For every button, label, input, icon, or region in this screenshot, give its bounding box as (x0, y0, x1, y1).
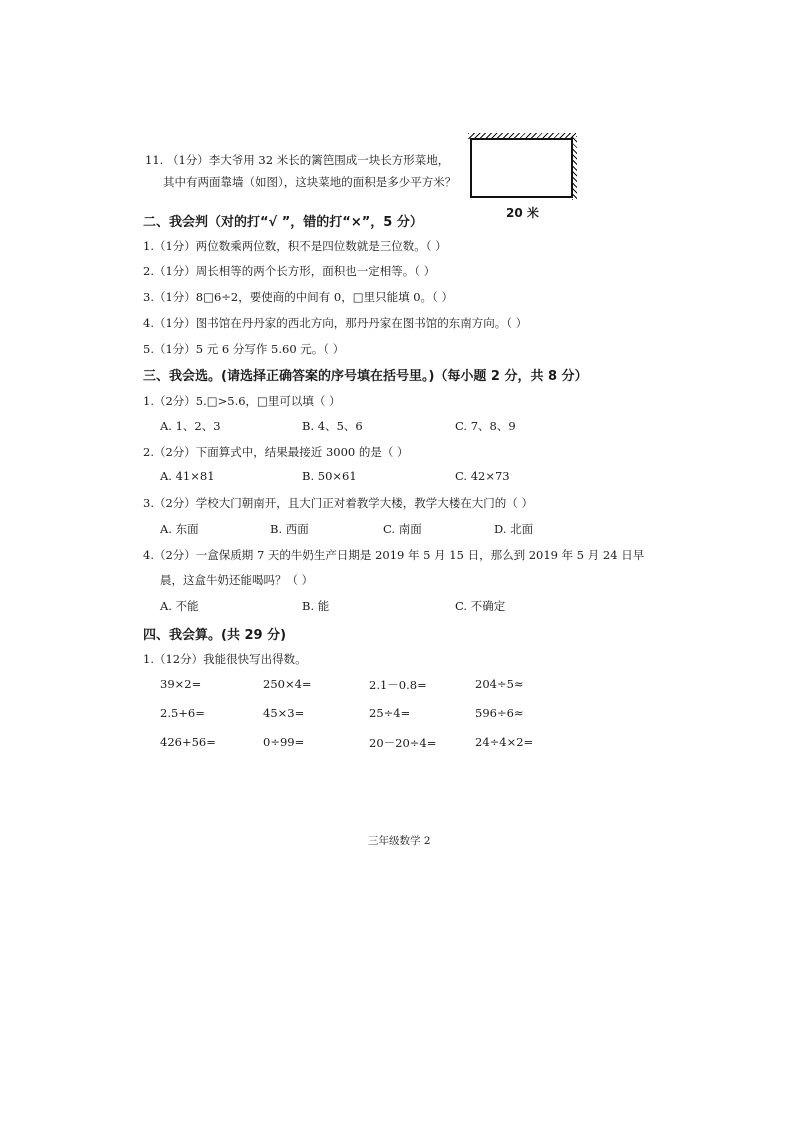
calc-r3-c2: 0÷99= (263, 735, 305, 749)
section3-q2-stem: 2.（2分）下面算式中，结果最接近 3000 的是（ ） (143, 445, 409, 459)
calc-r2-c1: 2.5+6= (160, 706, 205, 720)
section3-q1-option-a: A. 1、2、3 (160, 419, 221, 433)
section3-q2-option-a: A. 41×81 (160, 469, 215, 483)
calc-r2-c4: 596÷6≈ (475, 706, 524, 720)
calc-r1-c4: 204÷5≈ (475, 677, 524, 691)
calc-r1-c1: 39×2= (160, 677, 202, 691)
calc-r1-c3: 2.1－0.8= (369, 678, 427, 692)
section2-item-4: 4.（1分）图书馆在丹丹家的西北方向，那丹丹家在图书馆的东南方向。（ ） (143, 316, 528, 330)
calc-r3-c4: 24÷4×2= (475, 735, 534, 749)
section2-item-3: 3.（1分）8□6÷2，要使商的中间有 0，□里只能填 0。（ ） (143, 290, 453, 304)
section3-q2-option-c: C. 42×73 (455, 469, 510, 483)
section4-q1-stem: 1.（12分）我能很快写出得数。 (143, 652, 307, 666)
section3-q3-option-c: C. 南面 (383, 522, 422, 536)
calc-r2-c2: 45×3= (263, 706, 305, 720)
section4-title: 四、我会算。(共 29 分) (143, 628, 287, 643)
section3-q4-stem-line2: 晨，这盒牛奶还能喝吗？（ ） (160, 573, 314, 587)
section3-q2-option-b: B. 50×61 (302, 469, 357, 483)
q11-line2: 其中有两面靠墙（如图），这块菜地的面积是多少平方米？ (163, 175, 457, 189)
section2-item-2: 2.（1分）周长相等的两个长方形，面积也一定相等。（ ） (143, 264, 436, 278)
section3-q3-option-a: A. 东面 (160, 522, 199, 536)
calc-r3-c1: 426+56= (160, 735, 216, 749)
section3-q4-option-b: B. 能 (302, 599, 330, 613)
section2-item-5: 5.（1分）5 元 6 分写作 5.60 元。（ ） (143, 342, 345, 356)
section2-title: 二、我会判（对的打“√ ”，错的打“×”，5 分） (143, 215, 423, 230)
calc-r3-c3: 20－20÷4= (369, 736, 437, 750)
section3-q1-option-b: B. 4、5、6 (302, 419, 363, 433)
garden-rectangle (470, 138, 573, 198)
calc-r2-c3: 25÷4= (369, 706, 411, 720)
page-footer: 三年级数学 2 (368, 835, 431, 847)
section3-q4-option-a: A. 不能 (160, 599, 199, 613)
section3-q1-option-c: C. 7、8、9 (455, 419, 516, 433)
section2-item-1: 1.（1分）两位数乘两位数，积不是四位数就是三位数。（ ） (143, 239, 447, 253)
section3-q1-stem: 1.（2分）5.□>5.6，□里可以填（ ） (143, 394, 341, 408)
section3-q3-option-d: D. 北面 (494, 522, 534, 536)
section3-q4-option-c: C. 不确定 (455, 599, 506, 613)
calc-r1-c2: 250×4= (263, 677, 312, 691)
section3-q3-stem: 3.（2分）学校大门朝南开，且大门正对着教学大楼，教学大楼在大门的（ ） (143, 496, 533, 510)
section3-q3-option-b: B. 西面 (270, 522, 309, 536)
section3-q4-stem-line1: 4.（2分）一盒保质期 7 天的牛奶生产日期是 2019 年 5 月 15 日，那么到 2019 年 5 月 24 日早 (143, 548, 645, 562)
section3-title: 三、我会选。(请选择正确答案的序号填在括号里。)（每小题 2 分，共 8 分） (143, 369, 588, 384)
q11-line1: 11. （1分）李大爷用 32 米长的篱笆围成一块长方形菜地， (145, 153, 450, 167)
figure-length-label: 20 米 (506, 206, 539, 220)
